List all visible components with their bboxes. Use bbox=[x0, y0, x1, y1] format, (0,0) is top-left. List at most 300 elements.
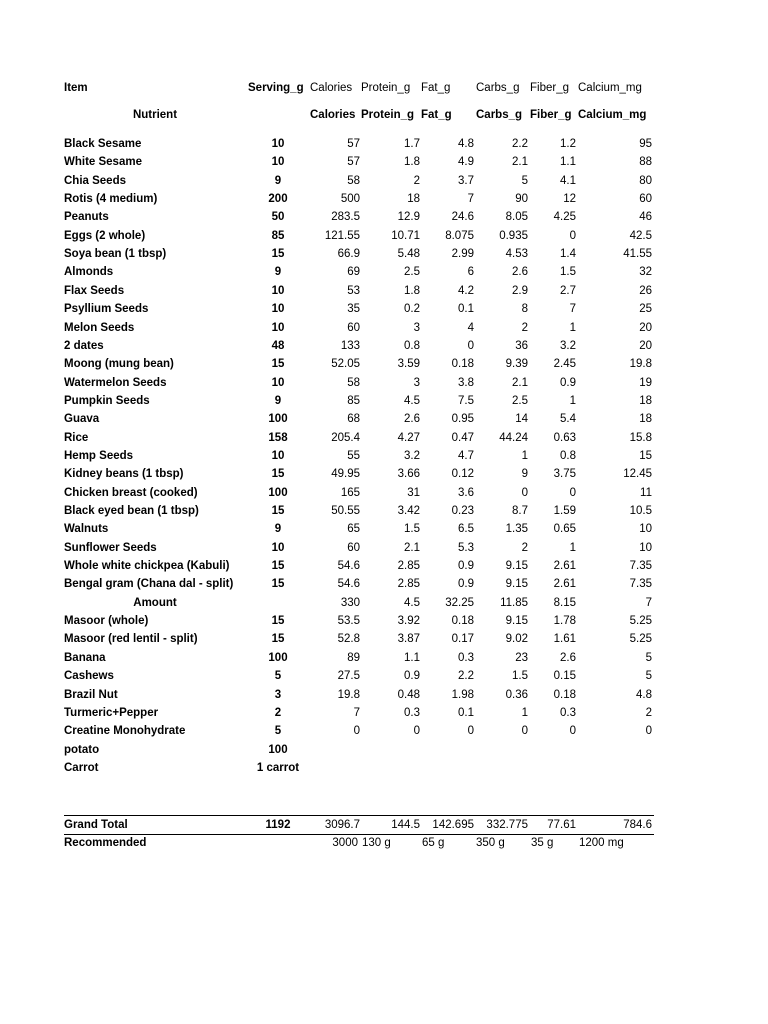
row-calories: 49.95 bbox=[331, 468, 360, 480]
recommended-carbs: 350 g bbox=[476, 837, 505, 849]
row-calcium bbox=[576, 759, 652, 777]
row-fiber: 0.63 bbox=[553, 432, 576, 444]
row-item: Rice bbox=[64, 432, 89, 444]
row-item: Flax Seeds bbox=[64, 285, 125, 297]
row-fiber: 0.65 bbox=[553, 523, 576, 535]
row-item: 2 dates bbox=[64, 340, 104, 352]
row-item: Black eyed bean (1 tbsp) bbox=[64, 505, 199, 517]
row-fat: 2.99 bbox=[451, 248, 474, 260]
row-protein: 4.27 bbox=[397, 432, 420, 444]
row-serving: 50 bbox=[271, 211, 285, 223]
row-protein: 0.48 bbox=[397, 689, 420, 701]
row-fat: 0.18 bbox=[451, 615, 474, 627]
row-item: Black Sesame bbox=[64, 138, 142, 150]
row-carbs: 1 bbox=[521, 707, 528, 719]
row-fiber: 1.5 bbox=[560, 266, 576, 278]
row-calcium: 20 bbox=[639, 322, 652, 334]
row-fat: 6.5 bbox=[458, 523, 474, 535]
row-fiber: 1.59 bbox=[553, 505, 576, 517]
row-calcium: 80 bbox=[639, 175, 652, 187]
row-calories: 54.6 bbox=[337, 578, 360, 590]
row-carbs: 8 bbox=[521, 303, 528, 315]
row-calcium: 88 bbox=[639, 156, 652, 168]
row-protein: 1.8 bbox=[404, 285, 420, 297]
row-carbs: 4.53 bbox=[505, 248, 528, 260]
row-serving: 15 bbox=[271, 560, 285, 572]
row-fiber: 2.45 bbox=[553, 358, 576, 370]
row-item: Rotis (4 medium) bbox=[64, 193, 158, 205]
row-calories: 57 bbox=[347, 156, 360, 168]
row-protein: 0.3 bbox=[404, 707, 420, 719]
row-calories: 27.5 bbox=[337, 670, 360, 682]
row-fiber: 7 bbox=[569, 303, 576, 315]
header2-fiber: Fiber_g bbox=[530, 109, 572, 121]
recommended-fat: 65 g bbox=[422, 837, 445, 849]
row-item: Chia Seeds bbox=[64, 175, 126, 187]
row-fiber: 2.61 bbox=[553, 560, 576, 572]
row-calories: 55 bbox=[347, 450, 360, 462]
row-item: Bengal gram (Chana dal - split) bbox=[64, 578, 234, 590]
row-fiber: 0.8 bbox=[560, 450, 576, 462]
row-carbs: 0.36 bbox=[505, 689, 528, 701]
row-carbs: 44.24 bbox=[499, 432, 528, 444]
row-fiber: 0.18 bbox=[553, 689, 576, 701]
row-fiber: 3.2 bbox=[560, 340, 576, 352]
row-fiber: 2.7 bbox=[560, 285, 576, 297]
row-carbs: 2.5 bbox=[512, 395, 528, 407]
row-fiber: 1.61 bbox=[553, 633, 576, 645]
row-carbs: 9.15 bbox=[505, 560, 528, 572]
row-calories: 89 bbox=[347, 652, 360, 664]
grand-total-fat: 142.695 bbox=[432, 819, 474, 831]
grand-total-calories: 3096.7 bbox=[324, 819, 360, 831]
header2-calories: Calories bbox=[310, 109, 356, 121]
row-calcium: 10 bbox=[639, 523, 652, 535]
row-calories: 7 bbox=[353, 707, 360, 719]
row-fat: 0.1 bbox=[458, 707, 474, 719]
row-item: potato bbox=[64, 744, 100, 756]
row-item: Masoor (red lentil - split) bbox=[64, 633, 198, 645]
grand-total-label: Grand Total bbox=[64, 819, 128, 831]
row-protein: 3.59 bbox=[397, 358, 420, 370]
row-calcium: 19.8 bbox=[629, 358, 652, 370]
row-serving: 2 bbox=[274, 707, 282, 719]
row-fat: 6 bbox=[467, 266, 474, 278]
recommended-calcium: 1200 mg bbox=[579, 837, 624, 849]
row-calories: 121.55 bbox=[324, 230, 360, 242]
row-item: Sunflower Seeds bbox=[64, 542, 157, 554]
row-protein: 2 bbox=[413, 175, 420, 187]
row-serving: 10 bbox=[271, 156, 285, 168]
row-calcium: 41.55 bbox=[623, 248, 652, 260]
row-fat: 4.7 bbox=[458, 450, 474, 462]
row-fat: 24.6 bbox=[451, 211, 474, 223]
row-fat: 0.47 bbox=[451, 432, 474, 444]
row-item: Peanuts bbox=[64, 211, 109, 223]
row-serving: 9 bbox=[274, 395, 282, 407]
row-fat: 8.075 bbox=[445, 230, 474, 242]
row-carbs: 90 bbox=[515, 193, 528, 205]
row-serving: 48 bbox=[271, 340, 285, 352]
header2-fat: Fat_g bbox=[421, 109, 452, 121]
row-calcium: 15 bbox=[639, 450, 652, 462]
row-fiber: 0 bbox=[569, 725, 576, 737]
grand-total-fiber: 77.61 bbox=[547, 819, 576, 831]
row-fat: 0.9 bbox=[458, 560, 474, 572]
row-fiber: 5.4 bbox=[560, 413, 576, 425]
row-fat bbox=[420, 741, 474, 759]
row-protein: 0.2 bbox=[404, 303, 420, 315]
row-calories bbox=[300, 759, 360, 777]
row-item: Almonds bbox=[64, 266, 114, 278]
row-calories: 57 bbox=[347, 138, 360, 150]
row-serving: 5 bbox=[274, 725, 282, 737]
row-calories: 50.55 bbox=[331, 505, 360, 517]
row-serving: 15 bbox=[271, 248, 285, 260]
row-protein: 31 bbox=[407, 487, 420, 499]
row-calcium: 46 bbox=[639, 211, 652, 223]
row-protein: 4.5 bbox=[404, 597, 420, 609]
header1-serving: Serving_g bbox=[248, 82, 304, 94]
row-calories: 60 bbox=[347, 542, 360, 554]
row-fiber: 8.15 bbox=[553, 597, 576, 609]
row-fiber: 1 bbox=[569, 322, 576, 334]
row-calories: 330 bbox=[340, 597, 360, 609]
row-serving: 10 bbox=[271, 377, 285, 389]
row-calcium: 5 bbox=[645, 670, 652, 682]
row-fiber: 12 bbox=[563, 193, 576, 205]
row-fiber: 1.2 bbox=[560, 138, 576, 150]
row-protein: 1.7 bbox=[404, 138, 420, 150]
row-fat bbox=[420, 759, 474, 777]
row-serving: 15 bbox=[271, 633, 285, 645]
row-fat: 4 bbox=[467, 322, 474, 334]
row-calories: 69 bbox=[347, 266, 360, 278]
row-carbs: 14 bbox=[515, 413, 528, 425]
row-fat: 0.95 bbox=[451, 413, 474, 425]
row-calories: 165 bbox=[340, 487, 360, 499]
row-protein: 2.85 bbox=[397, 560, 420, 572]
row-fiber: 0 bbox=[569, 487, 576, 499]
row-fat: 0.1 bbox=[458, 303, 474, 315]
row-calcium bbox=[576, 741, 652, 759]
row-item: Hemp Seeds bbox=[64, 450, 134, 462]
row-serving: 15 bbox=[271, 505, 285, 517]
row-calcium: 12.45 bbox=[623, 468, 652, 480]
header1-carbs: Carbs_g bbox=[476, 82, 520, 94]
row-protein: 0.8 bbox=[404, 340, 420, 352]
row-serving: 15 bbox=[271, 468, 285, 480]
row-serving: 158 bbox=[268, 432, 288, 444]
row-protein: 0.9 bbox=[404, 670, 420, 682]
row-protein: 3.42 bbox=[397, 505, 420, 517]
row-carbs: 23 bbox=[515, 652, 528, 664]
row-fat: 4.8 bbox=[458, 138, 474, 150]
row-carbs: 5 bbox=[521, 175, 528, 187]
row-protein: 3.2 bbox=[404, 450, 420, 462]
row-calories: 54.6 bbox=[337, 560, 360, 572]
row-calories: 133 bbox=[340, 340, 360, 352]
row-item: Pumpkin Seeds bbox=[64, 395, 150, 407]
row-item: Chicken breast (cooked) bbox=[64, 487, 198, 499]
row-carbs: 1 bbox=[521, 450, 528, 462]
row-protein: 3 bbox=[413, 377, 420, 389]
row-calories: 85 bbox=[347, 395, 360, 407]
row-fat: 1.98 bbox=[451, 689, 474, 701]
row-item: Melon Seeds bbox=[64, 322, 135, 334]
row-protein: 4.5 bbox=[404, 395, 420, 407]
row-calcium: 5 bbox=[645, 652, 652, 664]
row-fat: 0 bbox=[467, 340, 474, 352]
row-protein: 1.1 bbox=[404, 652, 420, 664]
row-fat: 0.18 bbox=[451, 358, 474, 370]
row-fat: 4.2 bbox=[458, 285, 474, 297]
row-serving: 15 bbox=[271, 615, 285, 627]
row-carbs: 2.2 bbox=[512, 138, 528, 150]
grand-total-carbs: 332.775 bbox=[486, 819, 528, 831]
header1-item: Item bbox=[64, 82, 88, 94]
row-calories: 35 bbox=[347, 303, 360, 315]
row-serving: 9 bbox=[274, 175, 282, 187]
row-serving: 1 carrot bbox=[256, 762, 300, 774]
row-serving: 100 bbox=[268, 652, 288, 664]
grand-total-serving: 1192 bbox=[265, 819, 291, 831]
row-fiber: 1 bbox=[569, 542, 576, 554]
row-calcium: 18 bbox=[639, 395, 652, 407]
row-carbs: 2.1 bbox=[512, 377, 528, 389]
header2-protein: Protein_g bbox=[361, 109, 415, 121]
row-item: Soya bean (1 tbsp) bbox=[64, 248, 167, 260]
row-protein: 2.6 bbox=[404, 413, 420, 425]
row-fiber: 2.61 bbox=[553, 578, 576, 590]
row-protein: 3.66 bbox=[397, 468, 420, 480]
row-fiber: 1.78 bbox=[553, 615, 576, 627]
row-fiber: 1 bbox=[569, 395, 576, 407]
row-fiber: 1.1 bbox=[560, 156, 576, 168]
row-protein bbox=[360, 759, 420, 777]
row-carbs: 0 bbox=[521, 725, 528, 737]
row-protein: 1.8 bbox=[404, 156, 420, 168]
row-calories: 53.5 bbox=[337, 615, 360, 627]
row-calories: 53 bbox=[347, 285, 360, 297]
row-protein: 2.85 bbox=[397, 578, 420, 590]
row-protein: 3 bbox=[413, 322, 420, 334]
row-calories: 66.9 bbox=[337, 248, 360, 260]
row-calcium: 5.25 bbox=[629, 615, 652, 627]
row-carbs: 9.02 bbox=[505, 633, 528, 645]
row-carbs: 2.1 bbox=[512, 156, 528, 168]
recommended-label: Recommended bbox=[64, 837, 147, 849]
row-fat: 0.9 bbox=[458, 578, 474, 590]
row-fiber bbox=[528, 759, 576, 777]
row-item: Banana bbox=[64, 652, 106, 664]
row-calcium: 32 bbox=[639, 266, 652, 278]
row-protein: 12.9 bbox=[397, 211, 420, 223]
recommended-fiber: 35 g bbox=[531, 837, 554, 849]
row-fiber: 4.1 bbox=[560, 175, 576, 187]
row-serving: 100 bbox=[268, 744, 288, 756]
row-item: Creatine Monohydrate bbox=[64, 725, 186, 737]
row-fat: 32.25 bbox=[445, 597, 474, 609]
row-carbs: 2.6 bbox=[512, 266, 528, 278]
row-item: Walnuts bbox=[64, 523, 109, 535]
row-serving: 5 bbox=[274, 670, 282, 682]
row-calories: 58 bbox=[347, 377, 360, 389]
row-carbs: 1.35 bbox=[505, 523, 528, 535]
row-fiber bbox=[528, 741, 576, 759]
row-calories bbox=[300, 741, 360, 759]
row-calcium: 26 bbox=[639, 285, 652, 297]
row-calcium: 15.8 bbox=[629, 432, 652, 444]
row-calcium: 5.25 bbox=[629, 633, 652, 645]
row-serving: 15 bbox=[271, 358, 285, 370]
row-protein: 1.5 bbox=[404, 523, 420, 535]
row-fiber: 1.4 bbox=[560, 248, 576, 260]
row-item: Moong (mung bean) bbox=[64, 358, 174, 370]
row-calcium: 19 bbox=[639, 377, 652, 389]
row-calories: 68 bbox=[347, 413, 360, 425]
row-serving: 100 bbox=[268, 413, 288, 425]
row-serving: 9 bbox=[274, 266, 282, 278]
row-fat: 0.12 bbox=[451, 468, 474, 480]
row-item: Psyllium Seeds bbox=[64, 303, 149, 315]
row-fat: 3.6 bbox=[458, 487, 474, 499]
row-fat: 7.5 bbox=[458, 395, 474, 407]
header1-fat: Fat_g bbox=[421, 82, 451, 94]
row-carbs: 2 bbox=[521, 322, 528, 334]
row-calcium: 42.5 bbox=[629, 230, 652, 242]
row-serving: 200 bbox=[268, 193, 288, 205]
row-calories: 0 bbox=[353, 725, 360, 737]
row-item: Turmeric+Pepper bbox=[64, 707, 159, 719]
row-protein: 18 bbox=[407, 193, 420, 205]
row-serving: 15 bbox=[271, 578, 285, 590]
row-calories: 283.5 bbox=[331, 211, 360, 223]
row-calcium: 20 bbox=[639, 340, 652, 352]
row-carbs: 1.5 bbox=[512, 670, 528, 682]
row-item: Carrot bbox=[64, 762, 99, 774]
row-fat: 0.23 bbox=[451, 505, 474, 517]
row-carbs: 36 bbox=[515, 340, 528, 352]
row-calcium: 18 bbox=[639, 413, 652, 425]
row-calcium: 4.8 bbox=[636, 689, 652, 701]
row-carbs: 11.85 bbox=[500, 597, 528, 609]
row-carbs bbox=[474, 741, 528, 759]
row-protein: 10.71 bbox=[391, 230, 420, 242]
header2-nutrient: Nutrient bbox=[132, 109, 178, 121]
row-serving: 10 bbox=[271, 138, 285, 150]
header1-calories: Calories bbox=[310, 82, 353, 94]
row-carbs: 8.05 bbox=[505, 211, 528, 223]
row-carbs: 9.15 bbox=[505, 615, 528, 627]
row-serving: 10 bbox=[271, 303, 285, 315]
row-item: Watermelon Seeds bbox=[64, 377, 167, 389]
row-fat: 2.2 bbox=[458, 670, 474, 682]
row-fiber: 0 bbox=[569, 230, 576, 242]
row-item: Masoor (whole) bbox=[64, 615, 149, 627]
row-serving: 10 bbox=[271, 450, 285, 462]
row-serving: 9 bbox=[274, 523, 282, 535]
row-serving: 100 bbox=[268, 487, 288, 499]
row-carbs bbox=[474, 759, 528, 777]
row-item: Cashews bbox=[64, 670, 114, 682]
recommended-calories: 3000 bbox=[332, 837, 358, 849]
row-protein: 3.92 bbox=[397, 615, 420, 627]
recommended-protein: 130 g bbox=[362, 837, 391, 849]
header2-carbs: Carbs_g bbox=[476, 109, 523, 121]
row-fiber: 0.3 bbox=[560, 707, 576, 719]
header1-fiber: Fiber_g bbox=[530, 82, 569, 94]
row-fiber: 0.9 bbox=[560, 377, 576, 389]
row-carbs: 2 bbox=[521, 542, 528, 554]
row-calcium: 0 bbox=[645, 725, 652, 737]
row-calcium: 10 bbox=[639, 542, 652, 554]
row-calories: 205.4 bbox=[331, 432, 360, 444]
row-item: Guava bbox=[64, 413, 100, 425]
row-protein: 5.48 bbox=[397, 248, 420, 260]
row-item: White Sesame bbox=[64, 156, 142, 168]
row-carbs: 0.935 bbox=[499, 230, 528, 242]
grand-total-protein: 144.5 bbox=[391, 819, 420, 831]
row-carbs: 9 bbox=[521, 468, 528, 480]
row-item: Brazil Nut bbox=[64, 689, 118, 701]
row-fiber: 4.25 bbox=[553, 211, 576, 223]
row-calcium: 7.35 bbox=[629, 560, 652, 572]
row-fat: 7 bbox=[467, 193, 474, 205]
row-calcium: 95 bbox=[639, 138, 652, 150]
row-calories: 19.8 bbox=[337, 689, 360, 701]
row-fat: 0.3 bbox=[458, 652, 474, 664]
row-calories: 60 bbox=[347, 322, 360, 334]
row-fat: 5.3 bbox=[458, 542, 474, 554]
row-carbs: 8.7 bbox=[512, 505, 528, 517]
grand-total-calcium: 784.6 bbox=[623, 819, 652, 831]
row-fat: 3.7 bbox=[458, 175, 474, 187]
row-serving: 10 bbox=[271, 285, 285, 297]
row-item: Amount bbox=[133, 597, 177, 609]
row-item: Whole white chickpea (Kabuli) bbox=[64, 560, 230, 572]
row-serving: 85 bbox=[271, 230, 285, 242]
row-serving: 3 bbox=[274, 689, 282, 701]
row-protein: 2.5 bbox=[404, 266, 420, 278]
row-calories: 65 bbox=[347, 523, 360, 535]
row-calcium: 60 bbox=[639, 193, 652, 205]
row-fiber: 3.75 bbox=[553, 468, 576, 480]
header1-calcium: Calcium_mg bbox=[578, 82, 642, 94]
row-fiber: 2.6 bbox=[560, 652, 576, 664]
row-calcium: 11 bbox=[640, 487, 652, 499]
row-item: Eggs (2 whole) bbox=[64, 230, 146, 242]
header1-protein: Protein_g bbox=[361, 82, 411, 94]
row-serving: 10 bbox=[271, 322, 285, 334]
row-protein bbox=[360, 741, 420, 759]
row-serving: 10 bbox=[271, 542, 285, 554]
row-item: Kidney beans (1 tbsp) bbox=[64, 468, 184, 480]
row-calcium: 7 bbox=[645, 597, 652, 609]
row-carbs: 9.15 bbox=[505, 578, 528, 590]
row-carbs: 2.9 bbox=[512, 285, 528, 297]
row-carbs: 9.39 bbox=[505, 358, 528, 370]
row-calories: 52.8 bbox=[337, 633, 360, 645]
row-calories: 58 bbox=[347, 175, 360, 187]
row-calcium: 7.35 bbox=[629, 578, 652, 590]
row-protein: 3.87 bbox=[397, 633, 420, 645]
row-fat: 4.9 bbox=[458, 156, 474, 168]
row-fiber: 0.15 bbox=[553, 670, 576, 682]
header2-calcium: Calcium_mg bbox=[578, 109, 647, 121]
row-fat: 0.17 bbox=[451, 633, 474, 645]
row-calcium: 10.5 bbox=[629, 505, 652, 517]
